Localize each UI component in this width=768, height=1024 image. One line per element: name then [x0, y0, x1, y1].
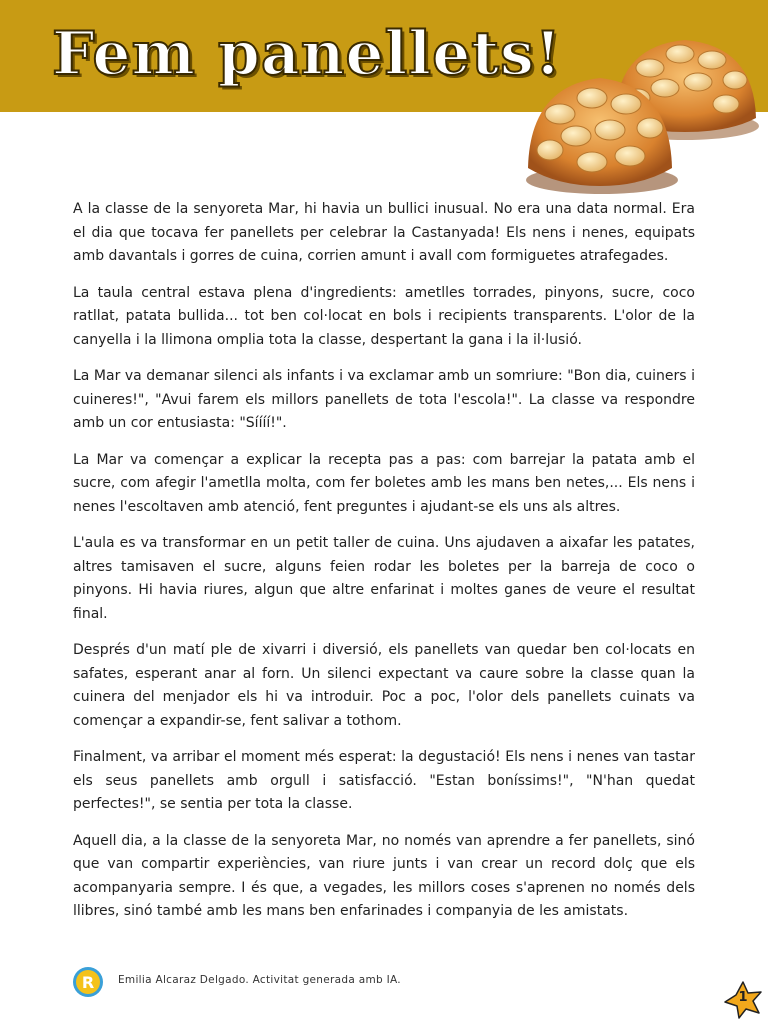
- story-text: [73, 198, 695, 937]
- paragraph: La Mar va començar a explicar la recepta pas a pas: com barrejar la patata amb el sucre, com afegir l'ametlla molta, com fer boletes amb les mans ben netes,... Els nens i nenes l'escoltaven amb atenció, fent preguntes i ajudant-se els uns als altres.: [73, 451, 695, 515]
- page-title: Fem panellets!: [52, 19, 563, 89]
- paragraph: A la classe de la senyoreta Mar, hi havia un bullici inusual. No era una data normal. Era el dia que tocava fer panellets per celebrar la Castanyada! Els nens i nenes, equipats amb davantals i gorres de cuina, corrien amunt i avall com formiguetes atrafegades.: [73, 201, 695, 264]
- paragraph: Aquell dia, a la classe de la senyoreta Mar, no només van aprendre a fer panellets, sinó que van compartir experiències, van riure junts i van crear un record dolç que els acompanyaria sempre. I és que, a vegades, les millors coses s'aprenen no només dels llibres, sinó també amb les mans ben enfarinades i companyia de les amistats.: [73, 832, 695, 919]
- paragraph: La Mar va demanar silenci als infants i va exclamar amb un somriure: "Bon dia, cuiners i cuineres!", "Avui farem els millors panellets de tota l'escola!". La classe va respondre amb un cor entusiasta: "Síííí!".: [73, 368, 695, 431]
- paragraph: Finalment, va arribar el moment més esperat: la degustació! Els nens i nenes van tastar els seus panellets amb orgull i satisfacció. "Estan boníssims!", "N'han quedat perfectes!", se sentia per tota la classe.: [73, 749, 695, 812]
- paragraph: L'aula es va transformar en un petit taller de cuina. Uns ajudaven a aixafar les patates, altres tamisaven el sucre, alguns feien rodar les boletes per la barreja de coco o pinyons. Hi havia riures, algun que altre enfarinat i moltes ganes de veure el resultat final.: [73, 535, 695, 622]
- paragraph: La taula central estava plena d'ingredients: ametlles torrades, pinyons, sucre, coco ratllat, patata bullida... tot ben col·locat en bols i recipients transparents. L'olor de la canyella i la llimona omplia tota la classe, despertant la gana i la il·lusió.: [73, 284, 695, 348]
- footer-credit: Emilia Alcaraz Delgado. Activitat generada amb IA.: [118, 974, 401, 986]
- page-number: 1: [738, 990, 748, 1005]
- logo-letter: R: [81, 973, 95, 992]
- logo-icon: [72, 966, 104, 998]
- panellets-icon: [520, 18, 768, 198]
- paragraph: Després d'un matí ple de xivarri i diversió, els panellets van quedar ben col·locats en safates, esperant anar al forn. Un silenci expectant va caure sobre la classe quan la cuinera del menjador els hi va introduir. Poc a poc, l'olor dels panellets cuinats va començar a expandir-se, fent salivar a tothom.: [73, 642, 695, 729]
